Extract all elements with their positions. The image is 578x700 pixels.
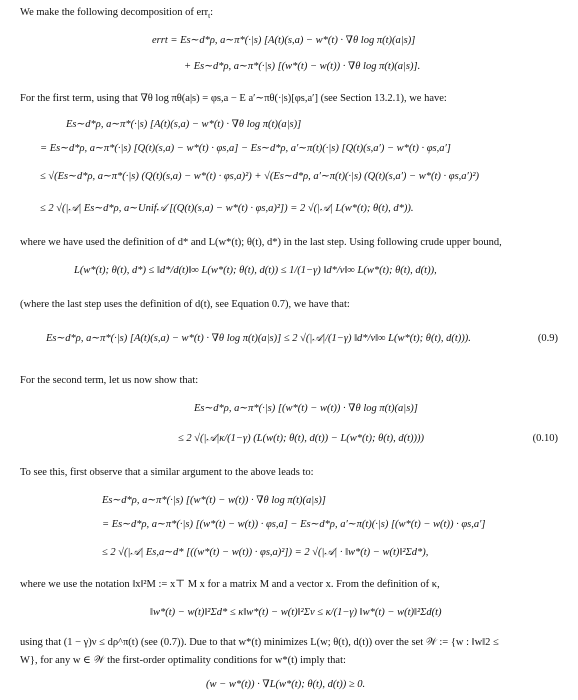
- equation-second-term-line1: Es∼d*ρ, a∼π*(·|s) [(w*(t) − w(t)) · ∇θ log π(t)(a|s)]: [194, 403, 418, 414]
- paragraph-last-step: (where the last step uses the definition of d(t), see Equation 0.7), we have that:: [20, 299, 350, 310]
- equation-similar-line2: = Es∼d*ρ, a∼π*(·|s) [(w*(t) − w(t)) · φs,a] − Es∼d*ρ, a′∼π(t)(·|s) [(w*(t) − w(t)) · φs,a′]: [102, 519, 486, 530]
- equation-first-term-line3: ≤ √(Es∼d*ρ, a∼π*(·|s) (Q(t)(s,a) − w*(t) · φs,a)²) + √(Es∼d*ρ, a′∼π(t)(·|s) (Q(t)(s,a′) − w*(t) · φs,a′)²): [40, 171, 479, 182]
- equation-decomposition-line2: + Es∼d*ρ, a∼π*(·|s) [(w*(t) − w(t)) · ∇θ log π(t)(a|s)].: [184, 61, 421, 72]
- equation-first-term-line2: = Es∼d*ρ, a∼π*(·|s) [Q(t)(s,a) − w*(t) · φs,a] − Es∼d*ρ, a′∼π(t)(·|s) [Q(t)(s,a′) − w*(t) · φs,a′]: [40, 143, 451, 154]
- paragraph-similar-argument: To see this, first observe that a similar argument to the above leads to:: [20, 467, 314, 478]
- paragraph-decomposition: [20, 6, 560, 19]
- equation-0-9: Es∼d*ρ, a∼π*(·|s) [A(t)(s,a) − w*(t) · ∇θ log π(t)(a|s)] ≤ 2 √(|𝒜|/(1−γ) ‖d*/ν‖∞ L(w*(t); θ(t), d(t))).: [46, 333, 471, 344]
- equation-number-0-9: (0.9): [537, 333, 558, 344]
- text: We make the following decomposition of err: [20, 7, 209, 18]
- paragraph-notation: where we use the notation ‖x‖²M := x⊤ M x for a matrix M and a vector x. From the definition of κ,: [20, 579, 440, 590]
- equation-similar-line1: Es∼d*ρ, a∼π*(·|s) [(w*(t) − w(t)) · ∇θ log π(t)(a|s)]: [102, 495, 326, 506]
- equation-first-term-line1: Es∼d*ρ, a∼π*(·|s) [A(t)(s,a) − w*(t) · ∇θ log π(t)(a|s)]: [66, 119, 302, 130]
- paragraph-second-term: For the second term, let us now show that:: [20, 375, 199, 386]
- paragraph-minimizer-line2: W}, for any w ∈ 𝒲 the first-order optimality conditions for w*(t) imply that:: [20, 655, 346, 666]
- text: t: [208, 11, 211, 21]
- equation-second-term-line2: ≤ 2 √(|𝒜|κ/(1−γ) (L(w(t); θ(t), d(t)) − L(w*(t); θ(t), d(t)))): [178, 433, 425, 444]
- text: :: [210, 7, 214, 18]
- equation-decomposition-line1: errt = Es∼d*ρ, a∼π*(·|s) [A(t)(s,a) − w*(t) · ∇θ log π(t)(a|s)]: [152, 35, 416, 46]
- equation-similar-line3: ≤ 2 √(|𝒜| Es,a∼d* [((w*(t) − w(t)) · φs,a)²]) = 2 √(|𝒜| · ‖w*(t) − w(t)‖²Σd*),: [102, 547, 429, 558]
- paragraph-minimizer-line1: using that (1 − γ)ν ≤ dρ^π(t) (see (0.7)). Due to that w*(t) minimizes L(w; θ(t), d(t)) over the set 𝒲 := {w : ‖w‖2 ≤: [20, 637, 499, 648]
- equation-first-order-optimality: (w − w*(t)) · ∇L(w*(t); θ(t), d(t)) ≥ 0.: [206, 679, 366, 690]
- equation-first-term-line4: ≤ 2 √(|𝒜| Es∼d*ρ, a∼Unif𝒜 [(Q(t)(s,a) − w*(t) · φs,a)²]) = 2 √(|𝒜| L(w*(t); θ(t), d*)).: [40, 203, 414, 214]
- equation-number-0-10: (0.10): [532, 433, 558, 444]
- paragraph-definitions: where we have used the definition of d* and L(w*(t); θ(t), d*) in the last step. Using following crude upper bound,: [20, 237, 502, 248]
- paragraph-first-term: For the first term, using that ∇θ log πθ(a|s) = φs,a − E a′∼πθ(·|s)[φs,a′] (see Section 13.2.1), we have:: [20, 93, 447, 104]
- equation-kappa-bound: ‖w*(t) − w(t)‖²Σd* ≤ κ‖w*(t) − w(t)‖²Σν ≤ κ/(1−γ) ‖w*(t) − w(t)‖²Σd(t): [150, 607, 442, 618]
- equation-crude-bound: L(w*(t); θ(t), d*) ≤ ‖d*/d(t)‖∞ L(w*(t); θ(t), d(t)) ≤ 1/(1−γ) ‖d*/ν‖∞ L(w*(t); θ(t), d(t)),: [74, 265, 437, 276]
